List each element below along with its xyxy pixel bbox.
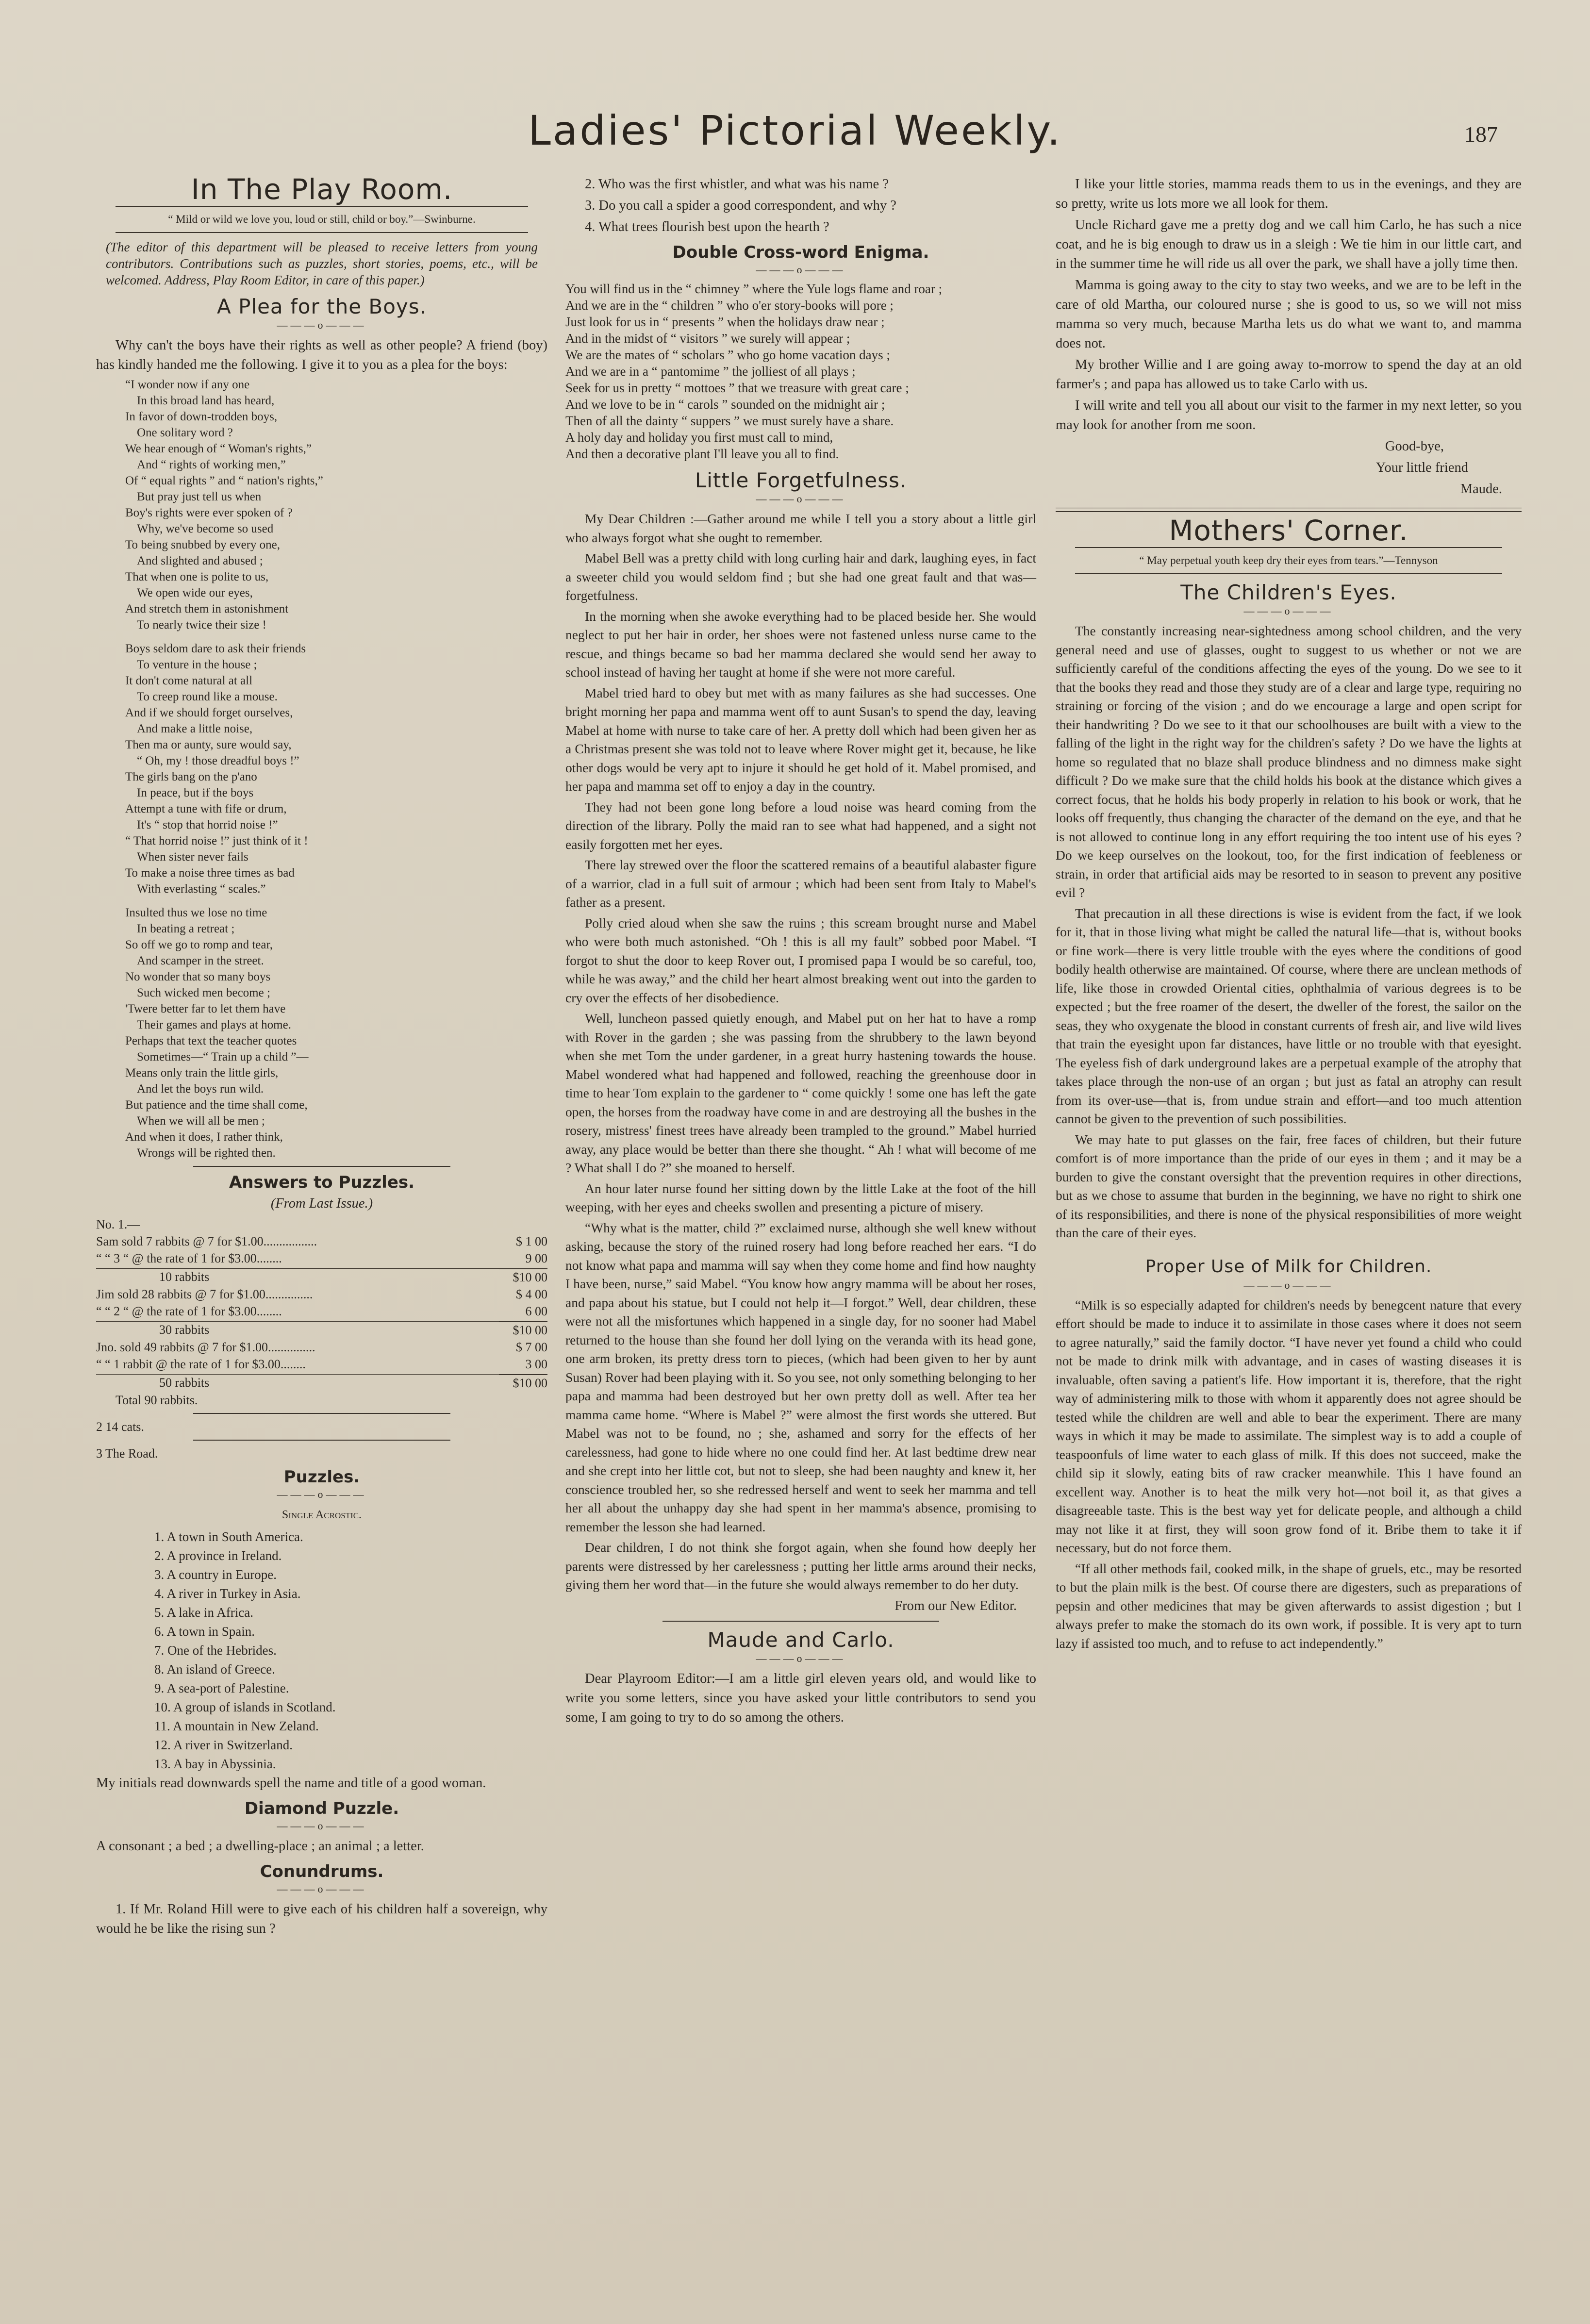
answers-title: Answers to Puzzles. xyxy=(229,1173,415,1192)
poem-line: And slighted and abused ; xyxy=(137,554,263,567)
milk-article xyxy=(1056,1296,1522,1653)
maude-letter-body xyxy=(1056,175,1522,435)
story-paragraph: Mabel Bell was a pretty child with long curling hair and dark, laughing eyes, in fact a sweeter child you would seldom find ; but she had one great fault and that was—forgetfulness. xyxy=(565,550,1036,603)
your-little-friend: Your little friend xyxy=(1375,460,1468,475)
enigma-line: Seek for us in pretty “ mottoes ” that we treasure with great care ; xyxy=(565,381,909,395)
poem-line: Why, we've become so used xyxy=(137,522,274,535)
total-rabbits: Total 90 rabbits. xyxy=(116,1393,198,1407)
maude-paragraph: I will write and tell you all about our visit to the farmer in my next letter, so you may look for another from me soon. xyxy=(1056,398,1522,432)
poem-line: Insulted thus we lose no time xyxy=(125,906,267,919)
maude-paragraph: Mamma is going away to the city to stay two weeks, and we are to be left in the care of old Martha, our coloured nurse ; she is good to us, so we will not miss mamma so very much, because Martha lets us do what we want to, and mamma does not. xyxy=(1056,278,1522,351)
acrostic-item: 2. A province in Ireland. xyxy=(154,1548,282,1563)
story-signature: From our New Editor. xyxy=(894,1598,1017,1613)
story-paragraph: Dear children, I do not think she forgot again, when she found how deeply her parents were distressed by her carelessness ; putting her little arms around their necks, giving them her word that—in the future she would always remember to do her duty. xyxy=(565,1540,1036,1592)
stanza-break xyxy=(125,897,547,905)
enigma-line: Just look for us in “ presents ” when the holidays draw near ; xyxy=(565,315,885,329)
poem-line: But pray just tell us when xyxy=(137,490,262,503)
masthead xyxy=(0,97,1590,175)
answer-text: Sam sold 7 rabbits @ 7 for $1.00................. xyxy=(96,1234,317,1248)
enigma-line: And then a decorative plant I'll leave you all to find. xyxy=(565,447,839,461)
poem-line: And let the boys run wild. xyxy=(137,1082,264,1096)
column-1 xyxy=(96,175,547,1941)
story-paragraph: In the morning when she awoke everything had to be placed beside her. She would neglect to put her hair in order, her shoes were not fastened unless nurse came to the rescue, and things became so bad her mamma declared she would send her away to school instead of having her taught at home if she were not more careful. xyxy=(565,608,1036,680)
ornament-divider: ———o——— xyxy=(756,493,846,505)
answer-2: 2 14 cats. xyxy=(96,1420,144,1434)
maude-letter-opening: Dear Playroom Editor:—I am a little girl eleven years old, and would like to write you some letters, since you have asked your little contributors to send you some, I am going to try to do so among the others. xyxy=(565,1671,1036,1725)
poem-line: When sister never fails xyxy=(137,850,248,863)
answer-text: “ “ 3 “ @ the rate of 1 for $3.00........ xyxy=(96,1251,282,1265)
poem-line: 'Twere better far to let them have xyxy=(125,1002,286,1015)
story-paragraph: “Why what is the matter, child ?” exclaimed nurse, although she well knew without asking, because the story of the ruined rosery had long before reached her ears. “I do not know what papa and mamma will say when they come home and find how naughty I have been, nurse,” said Mabel. “You know how angry mamma will be about her roses, and papa about his statue, but I could not help it—I forgot.” Well, dear children, these were not all the misfortunes which happened in a single day, for no sooner had Mabel returned to the house than she found her doll lying on the veranda with its head gone, one arm broken, its pretty dress torn to pieces, (which had been given to her by aunt Susan) Rover had been playing with it. So you see, not only something belonging to her papa and mamma had been destroyed but her own pretty doll as well. After tea her mamma came home. “Where is Mabel ?” were almost the first words she uttered. But Mabel was not to be found, no ; she, ashamed and sorry for the effects of her carelessness, had gone to hide where no one could find her. At last bedtime drew near and she crept into her little cot, but not to sleep, she had been naughty and knew it, her conscience troubled her, so she redressed herself and went to seek her mamma and tell her all about the unhappy day she had spent in her mamma's absence, promising to remember the lesson she had learned. xyxy=(565,1220,1036,1534)
conundrums-title: Conundrums. xyxy=(260,1862,384,1881)
poem-line: No wonder that so many boys xyxy=(125,970,271,983)
conundrum: 2. Who was the first whistler, and what was his name ? xyxy=(585,177,889,192)
mothers-corner-title: Mothers' Corner. xyxy=(1169,514,1408,547)
answers-subtitle: (From Last Issue.) xyxy=(270,1196,373,1211)
poem-line: And if we should forget ourselves, xyxy=(125,706,293,719)
puzzles-title: Puzzles. xyxy=(283,1467,360,1487)
acrostic-label: Single Acrostic. xyxy=(282,1509,362,1521)
acrostic-item: 1. A town in South America. xyxy=(154,1529,303,1544)
divider xyxy=(662,1621,939,1622)
conundrum-1: 1. If Mr. Roland Hill were to give each of his children half a sovereign, why would he be like the rising sun ? xyxy=(96,1902,547,1936)
plea-poem xyxy=(125,377,547,1161)
enigma-line: Then of all the dainty “ suppers ” we must surely have a share. xyxy=(565,414,894,428)
poem-line: Such wicked men become ; xyxy=(137,986,270,999)
eyes-title: The Children's Eyes. xyxy=(1180,581,1397,604)
answer-total-label: 10 rabbits xyxy=(159,1270,210,1284)
poem-line: Means only train the little girls, xyxy=(125,1066,279,1079)
answer-3: 3 The Road. xyxy=(96,1446,158,1461)
story-paragraph: Polly cried aloud when she saw the ruins ; this scream brought nurse and Mabel who were both much astonished. “Oh ! this is all my fault” sobbed poor Mabel. “I forgot to shut the door to keep Rover out, I promised papa I would be so careful, too, while he was away,” and the child her heart almost breaking went out into the garden to cry over the effects of her disobedience. xyxy=(565,915,1036,1005)
poem-line: To creep round like a mouse. xyxy=(137,690,278,703)
answer-text: “ “ 2 “ @ the rate of 1 for $3.00........ xyxy=(96,1304,282,1318)
story-paragraph: My Dear Children :—Gather around me while I tell you a story about a little girl who always forgot what she ought to remember. xyxy=(565,511,1036,545)
poem-line: The girls bang on the p'ano xyxy=(125,770,257,783)
acrostic-item: 10. A group of islands in Scotland. xyxy=(154,1700,336,1714)
answer-text: Jno. sold 49 rabbits @ 7 for $1.00............... xyxy=(96,1340,315,1354)
poem-line: Wrongs will be righted then. xyxy=(137,1146,276,1160)
answer-row xyxy=(96,1286,547,1302)
plea-title: A Plea for the Boys. xyxy=(217,295,427,318)
conundrum: 4. What trees flourish best upon the hearth ? xyxy=(585,219,829,234)
story-title: Little Forgetfulness. xyxy=(695,468,907,492)
enigma-title: Double Cross-word Enigma. xyxy=(672,243,929,262)
story-paragraph: An hour later nurse found her sitting down by the little Lake at the foot of the hill weeping, with her eyes and cheeks swollen and presenting a picture of misery. xyxy=(565,1180,1036,1214)
poem-line: “I wonder now if any one xyxy=(125,378,250,391)
poem-line: We hear enough of “ Woman's rights,” xyxy=(125,442,312,455)
divider xyxy=(193,1440,450,1441)
poem-line: “ Oh, my ! those dreadful boys !” xyxy=(137,754,299,767)
poem-line: In beating a retreat ; xyxy=(137,922,235,935)
answer-total-row xyxy=(96,1374,547,1391)
ornament-divider: ———o——— xyxy=(277,1883,367,1895)
poem-line: In this broad land has heard, xyxy=(137,394,275,407)
poem-line: Attempt a tune with fife or drum, xyxy=(125,802,287,815)
diamond-puzzle-text: A consonant ; a bed ; a dwelling-place ; an animal ; a letter. xyxy=(96,1839,424,1854)
masthead-title: Ladies' Pictorial Weekly. xyxy=(528,107,1062,154)
poem-line: And make a little noise, xyxy=(137,722,253,735)
answers-table xyxy=(96,1233,547,1391)
poem-line: But patience and the time shall come, xyxy=(125,1098,308,1112)
poem-line: And when it does, I rather think, xyxy=(125,1130,283,1144)
story-body xyxy=(565,510,1036,1594)
story-paragraph: There lay strewed over the floor the scattered remains of a beautiful alabaster figure of a warrior, clad in a full suit of armour ; which had been sent from Italy to Mabel's father as a present. xyxy=(565,857,1036,910)
answer-total-label: 50 rabbits xyxy=(159,1376,210,1390)
poem-line: That when one is polite to us, xyxy=(125,570,269,583)
mothers-epigraph: “ May perpetual youth keep dry their eyes from tears.”—Tennyson xyxy=(1075,547,1502,574)
section-title-play-room: In The Play Room. xyxy=(191,173,453,206)
column-3 xyxy=(1056,175,1522,1655)
answer-number-1: No. 1.— xyxy=(96,1217,140,1231)
poem-line: Boys seldom dare to ask their friends xyxy=(125,642,306,655)
enigma-verse xyxy=(565,281,1036,462)
diamond-puzzle-title: Diamond Puzzle. xyxy=(244,1799,399,1818)
poem-line: And stretch them in astonishment xyxy=(125,602,289,615)
goodbye: Good-bye, xyxy=(1385,439,1444,454)
milk-paragraph: “Milk is so especially adapted for children's needs by benegcent nature that every effort should be made to induce it to assimilate in those cases where it does not seem to agree naturally,” said the family doctor. “I have never yet found a child who could not be made to drink milk with advantage, and in cases of wasting diseases it is invaluable, often saving a patient's life. How important it is, therefore, that the right way of administering milk to those with whom it apparently does not agree should be tested while the children are well and able to bear the experiment. There are many ways in which it may be made to assimilate. The simplest way is to add a couple of teaspoonfuls of lime water to each glass of milk. If this does not succeed, make the child sip it slowly, eating bits of raw cracker meanwhile. This I have found an excellent way. Another is to heat the milk very hot—not boil it, as that gives a disagreeable taste. This is the best way yet for delicate people, and although a child may not like it at first, they will soon grow fond of it. Bribe them to take it if necessary, but do not force them. xyxy=(1056,1297,1522,1555)
eyes-paragraph: That precaution in all these directions is wise is evident from the fact, if we look for it, that in those living what might be called the natural life—that is, without books or fine work—there is very little trouble with the eyes where the conditions of good bodily health otherwise are maintained. Of course, where there are unclean methods of life, like those in crowded Oriental cities, ophthalmia of various degrees is to be expected ; but the free roamer of the desert, the dweller of the forest, the sailor on the seas, they who oxygenate the blood in constant currents of fresh air, and live wild lives that train the eyesight upon far distances, have little or no trouble with that eyesight. The eyeless fish of dark underground lakes are a perpetual example of the atrophy that takes place through the non-use of an organ ; but just as fatal an atrophy can result from its over-use—that is, from undue strain and effort—and too much attention cannot be given to the prevention of such possibilities. xyxy=(1056,905,1522,1126)
divider xyxy=(193,1413,450,1414)
answer-total-amount: $10 00 xyxy=(499,1375,547,1391)
stanza-break xyxy=(125,633,547,641)
enigma-line: And in the midst of “ visitors ” we surely will appear ; xyxy=(565,331,850,346)
enigma-line: And we are in the “ children ” who o'er story-books will pore ; xyxy=(565,298,894,313)
double-rule xyxy=(1056,508,1522,512)
answer-total-amount: $10 00 xyxy=(499,1269,547,1285)
acrostic-note: My initials read downwards spell the name and title of a good woman. xyxy=(96,1776,486,1791)
acrostic-item: 9. A sea-port of Palestine. xyxy=(154,1681,289,1695)
ornament-divider: ———o——— xyxy=(277,1488,367,1500)
ornament-divider: ———o——— xyxy=(277,1820,367,1832)
poem-line: And “ rights of working men,” xyxy=(137,458,286,471)
answer-total-amount: $10 00 xyxy=(499,1322,547,1338)
answer-row xyxy=(96,1339,547,1355)
poem-line: One solitary word ? xyxy=(137,426,233,439)
enigma-line: And we love to be in “ carols ” sounded on the midnight air ; xyxy=(565,397,885,412)
milk-title: Proper Use of Milk for Children. xyxy=(1145,1256,1432,1277)
answer-row xyxy=(96,1356,547,1372)
editor-note: (The editor of this department will be pleased to receive letters from young contributors. Contributions such as puzzles, short stories, poems, etc., will be welcomed. Address, Play Room Editor, in care of this paper.) xyxy=(106,240,538,287)
answer-amount: $ 1 00 xyxy=(516,1234,547,1248)
poem-line: Of “ equal rights ” and “ nation's rights,” xyxy=(125,474,323,487)
conundrum: 3. Do you call a spider a good correspondent, and why ? xyxy=(585,198,896,213)
poem-line: We open wide our eyes, xyxy=(137,586,253,599)
poem-line: Then ma or aunty, sure would say, xyxy=(125,738,292,751)
answer-row xyxy=(96,1233,547,1249)
poem-line: So off we go to romp and tear, xyxy=(125,938,273,951)
enigma-line: A holy day and holiday you first must call to mind, xyxy=(565,430,833,445)
poem-line: In peace, but if the boys xyxy=(137,786,254,799)
enigma-line: And we are in a “ pantomime ” the jolliest of all plays ; xyxy=(565,364,856,379)
acrostic-item: 4. A river in Turkey in Asia. xyxy=(154,1586,301,1601)
acrostic-list xyxy=(154,1527,547,1774)
answer-total-row xyxy=(96,1321,547,1338)
plea-intro: Why can't the boys have their rights as well as other people? A friend (boy) has kindly handed me the following. I give it to you as a plea for the boys: xyxy=(96,338,547,372)
poem-line: Their games and plays at home. xyxy=(137,1018,291,1031)
poem-line: To being snubbed by every one, xyxy=(125,538,281,551)
story-paragraph: Well, luncheon passed quietly enough, and Mabel put on her hat to have a romp with Rover in the garden ; she was passing from the shrubbery to the lawn beyond when she met Tom the under gardener, in a great hurry hastening towards the house. Mabel wondered what had happened and followed, reaching the greenhouse door in time to hear Tom explain to the gardener to “ come quickly ! some one has left the gate open, the horses from the roadway have come in and are destroying all the bushes in the rosery, mistress' finest trees have already been trampled to the ground.” Mabel hurried away, any place would be better than there she thought. “ Ah ! what will become of me ? What shall I do ?” she moaned to herself. xyxy=(565,1011,1036,1175)
acrostic-item: 12. A river in Switzerland. xyxy=(154,1738,293,1752)
acrostic-item: 5. A lake in Africa. xyxy=(154,1605,253,1620)
maude-paragraph: I like your little stories, mamma reads them to us in the evenings, and they are so pretty, write us lots more we all look for them. xyxy=(1056,177,1522,211)
ornament-divider: ———o——— xyxy=(756,1652,846,1664)
answer-text: “ “ 1 rabbit @ the rate of 1 for $3.00........ xyxy=(96,1357,306,1371)
answer-text: Jim sold 28 rabbits @ 7 for $1.00............... xyxy=(96,1287,313,1301)
poem-line: Boy's rights were ever spoken of ? xyxy=(125,506,293,519)
conundrums-continued xyxy=(565,175,1036,237)
answer-amount: $ 4 00 xyxy=(516,1287,547,1301)
maude-signature: Maude. xyxy=(1460,481,1502,497)
answer-amount: 3 00 xyxy=(525,1357,547,1371)
play-room-epigraph: “ Mild or wild we love you, loud or still, child or boy.”—Swinburne. xyxy=(116,206,528,233)
poem-line: To venture in the house ; xyxy=(137,658,257,671)
poem-line: In favor of down-trodden boys, xyxy=(125,410,278,423)
ornament-divider: ———o——— xyxy=(277,319,367,331)
acrostic-item: 11. A mountain in New Zeland. xyxy=(154,1719,319,1733)
ornament-divider: ———o——— xyxy=(1243,1278,1334,1291)
poem-line: It don't come natural at all xyxy=(125,674,253,687)
story-paragraph: They had not been gone long before a loud noise was heard coming from the direction of the library. Polly the maid ran to see what had happened, and a sight not easily forgotten met her eyes. xyxy=(565,799,1036,852)
divider xyxy=(193,1166,450,1167)
acrostic-item: 8. An island of Greece. xyxy=(154,1662,275,1677)
maude-title: Maude and Carlo. xyxy=(707,1627,894,1652)
poem-line: It's “ stop that horrid noise !” xyxy=(137,818,278,831)
answer-row xyxy=(96,1303,547,1319)
answer-total-row xyxy=(96,1268,547,1285)
answer-amount: 9 00 xyxy=(525,1251,547,1265)
acrostic-item: 13. A bay in Abyssinia. xyxy=(154,1757,276,1771)
poem-line: To make a noise three times as bad xyxy=(125,866,295,880)
poem-line: “ That horrid noise !” just think of it ! xyxy=(125,834,308,847)
poem-line: Perhaps that text the teacher quotes xyxy=(125,1034,297,1047)
poem-line: When we will all be men ; xyxy=(137,1114,265,1128)
enigma-line: You will find us in the “ chimney ” where the Yule logs flame and roar ; xyxy=(565,282,943,296)
story-paragraph: Mabel tried hard to obey but met with as many failures as she had successes. One bright morning her papa and mamma went off to aunt Susan's to spend the day, leaving Mabel at home with nurse to take care of her. A pretty doll which had been given her as a Christmas present she was told not to leave where Rover might get it, because, he like other dogs would be very apt to injure it should he get hold of it. Mabel promised, and her papa and mamma set off to enjoy a day in the country. xyxy=(565,685,1036,794)
poem-line: Sometimes—“ Train up a child ”— xyxy=(137,1050,309,1063)
acrostic-item: 7. One of the Hebrides. xyxy=(154,1643,277,1658)
maude-paragraph: Uncle Richard gave me a pretty dog and we call him Carlo, he has such a nice coat, and he is big enough to draw us in a sleigh : We tie him in our little cart, and in the summer time he will ride us all over the park, we shall have a jolly time then. xyxy=(1056,217,1522,271)
eyes-article xyxy=(1056,622,1522,1243)
enigma-line: We are the mates of “ scholars ” who go home vacation days ; xyxy=(565,348,890,362)
column-2 xyxy=(565,175,1036,1729)
eyes-paragraph: We may hate to put glasses on the fair, free faces of children, but their future comfort is of more importance than the pride of our eyes in them ; and it may be a burden to give the constant oversight that the prevention requires in other directions, but as we chose to assume that burden in the beginning, we have no right to shirk one of its responsibilities, and there is none of the physical responsibilities of more weight than the care of their eyes. xyxy=(1056,1131,1522,1240)
poem-line: And scamper in the street. xyxy=(137,954,264,967)
answer-amount: 6 00 xyxy=(525,1304,547,1318)
page-number: 187 xyxy=(1464,122,1498,147)
acrostic-item: 6. A town in Spain. xyxy=(154,1624,255,1639)
ornament-divider: ———o——— xyxy=(756,264,846,276)
maude-paragraph: My brother Willie and I are going away to-morrow to spend the day at an old farmer's ; and papa has allowed us to take Carlo with us. xyxy=(1056,357,1522,392)
answer-total-label: 30 rabbits xyxy=(159,1323,210,1337)
poem-line: To nearly twice their size ! xyxy=(137,618,266,631)
acrostic-item: 3. A country in Europe. xyxy=(154,1567,277,1582)
answer-amount: $ 7 00 xyxy=(516,1340,547,1354)
poem-line: With everlasting “ scales.” xyxy=(137,882,266,896)
eyes-paragraph: The constantly increasing near-sightedness among school children, and the very general need and use of glasses, ought to suggest to us whether or not we are sufficiently careful of the conditions affecting the eyes of the young. Do we see to it that the books they read and those they study are of a clear and large type, requiring no straining or forcing of the vision ; and do we encourage a large and open script for their handwriting ? Do we see to it that our schoolhouses are built with a view to the falling of the light in the right way for the children's safety ? Do we have the lights at home so regulated that no blaze shall produce blindness and no dimness make sight difficult ? Do we make sure that the child holds his book at the distance which gives a correct focus, that he holds his body properly in relation to his book or work, that he looks off frequently, thus changing the character of the demand on the eye, and that he is not allowed to continue long in any effort requiring the too intent use of his eyes ? Do we keep ourselves on the lookout, too, for the first indication of feebleness or strain, in order that artificial aids may be resorted to in season to prevent any positive evil ? xyxy=(1056,623,1522,900)
milk-paragraph: “If all other methods fail, cooked milk, in the shape of gruels, etc., may be resorted to but the plain milk is the best. Of course there are digesters, such as preparations of pepsin and other medicines that may be given afterwards to assist digestion ; but I always prefer to make the stomach do its own work, if possible. It is very apt to turn lazy if assisted too much, and to refuse to act independently.” xyxy=(1056,1560,1522,1651)
ornament-divider: ———o——— xyxy=(1243,605,1334,617)
answer-row xyxy=(96,1250,547,1266)
